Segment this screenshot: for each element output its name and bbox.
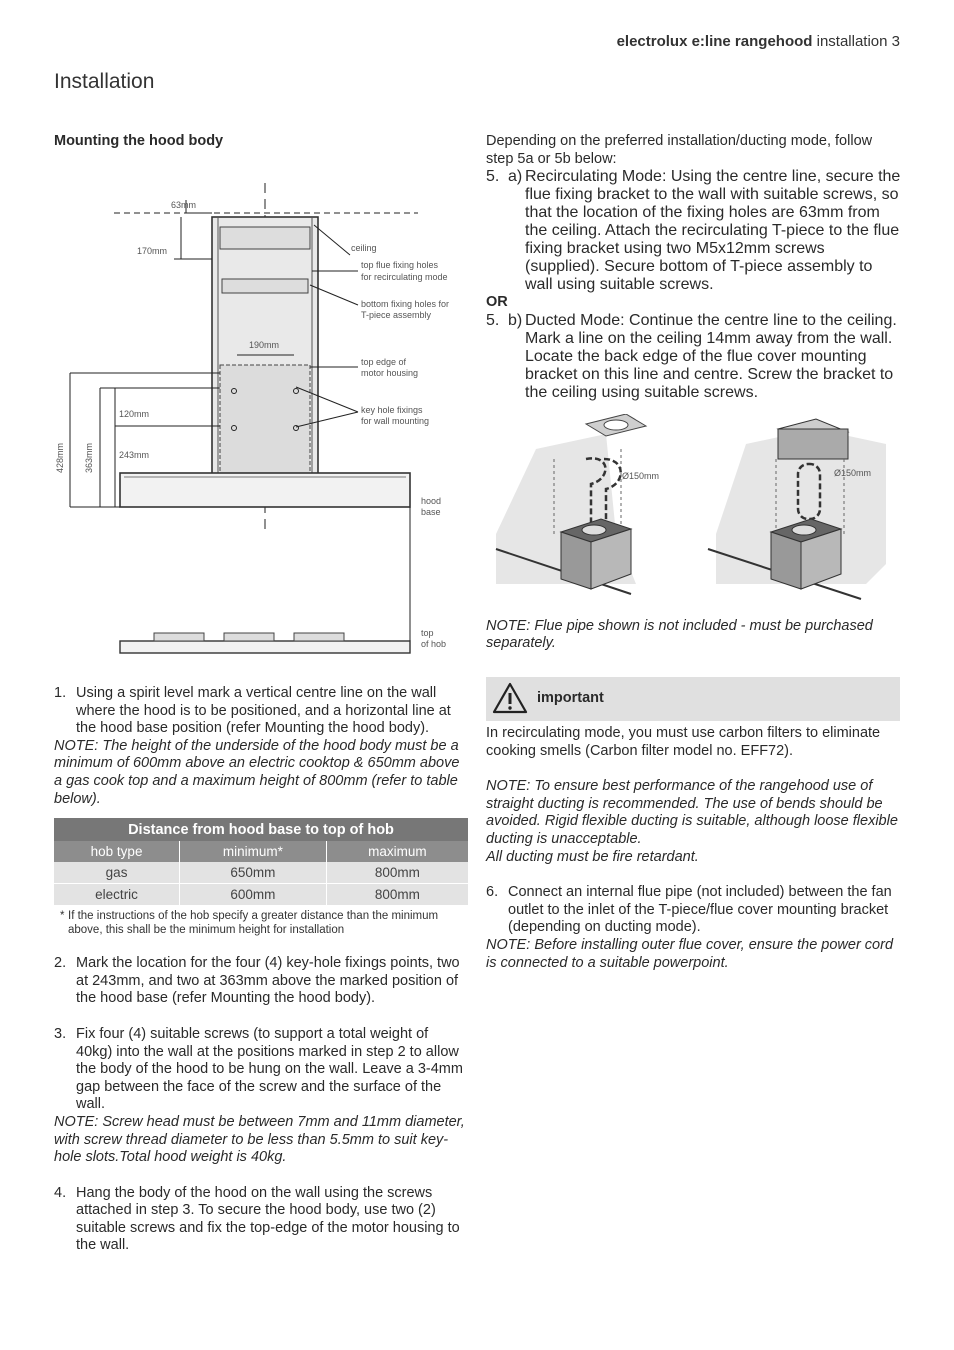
dim-170mm: 170mm (137, 246, 168, 256)
step-5a-num: 5. (486, 168, 500, 186)
step-2-num: 2. (54, 955, 67, 972)
diameter-label-2: Ø150mm (834, 467, 872, 478)
note-flue: NOTE: Flue pipe shown is not included - must be purchased separately. (486, 617, 873, 652)
dim-363mm: 363mm (84, 442, 94, 473)
label-hood-base-1: hood (421, 496, 442, 506)
table-header-minimum: minimum* (180, 841, 327, 862)
step-1-num: 1. (54, 685, 67, 701)
label-top-hob-1: top (421, 628, 434, 638)
intro-text: Depending on the preferred installation/ducting mode, follow step 5a or 5b below: (486, 133, 873, 167)
step-3-text: Fix four (4) suitable screws (to support a total weight of 40kg) into the wall at the positions marked in step 2 to allow the body of the hood to be hung on the wall. Leave a 3-4mm gap between the face of the screw and the surface of the wall. (76, 1025, 463, 1113)
right-column (486, 133, 902, 972)
step-6-text: Connect an internal flue pipe (not included) between the fan outlet to the inlet of the T-piece/flue cover mounting bracket (depending on ducting mode). (508, 884, 892, 936)
step-1-text: Using a spirit level mark a vertical centre line on the wall where the hood is to be positioned, and a horizontal line at the hood base position (refer Mounting the hood body). (76, 685, 451, 737)
dim-190mm: 190mm (249, 340, 280, 350)
step-2 (54, 955, 468, 1008)
step-4-num: 4. (54, 1184, 67, 1201)
warning-icon (492, 682, 528, 714)
table-row (54, 862, 468, 884)
table-cell: 600mm (180, 884, 327, 906)
label-top-flue-2: for recirculating mode (361, 272, 448, 282)
label-top-edge-2: motor housing (361, 368, 419, 378)
or-label: OR (486, 294, 508, 311)
footnote-star: * (60, 910, 65, 923)
table-header-hob-type: hob type (54, 841, 180, 862)
table-cell: 800mm (326, 862, 468, 884)
table-cell: 800mm (326, 884, 468, 906)
step-6-num: 6. (486, 884, 499, 901)
footnote-text: If the instructions of the hob specify a greater distance than the minimum above, this shall be the minimum height for installation (68, 910, 439, 937)
important-box (486, 677, 900, 721)
table-row (54, 884, 468, 906)
label-bottom-fix-2: T-piece assembly (361, 310, 432, 320)
label-bottom-fix-1: bottom fixing holes for (361, 299, 450, 309)
mounting-subtitle: Mounting the hood body (54, 133, 224, 149)
header-section: installation 3 (816, 33, 900, 50)
dim-120mm: 120mm (119, 409, 150, 419)
label-top-hob-2: of hob (421, 639, 447, 649)
important-label: important (537, 689, 604, 706)
table-cell: gas (54, 862, 180, 884)
dim-428mm: 428mm (55, 442, 65, 473)
page-title: Installation (54, 70, 155, 93)
note-height: NOTE: The height of the underside of the hood body must be a minimum of 600mm above an electric cooktop & 650mm above a gas cook top and a maximum height of 800mm (refer to table below). (54, 737, 460, 807)
label-top-edge-1: top edge of (361, 357, 407, 367)
note-ducting: NOTE: To ensure best performance of the rangehood use of straight ducting is recommended. The use of bends should be avoided. Rigid flexible ducting is suitable, although loose flexible ducting is unacceptable. (486, 778, 898, 847)
table-cell: 650mm (180, 862, 327, 884)
table-caption: Distance from hood base to top of hob (54, 818, 468, 841)
step-5a (486, 168, 902, 294)
step-5a-letter: a) (508, 168, 523, 186)
hood-mounting-diagram (54, 155, 468, 660)
step-5b-num: 5. (486, 311, 500, 329)
label-hood-base-2: base (421, 507, 441, 517)
table-footnote (54, 909, 468, 937)
label-key-hole-2: for wall mounting (361, 416, 430, 426)
left-column (54, 133, 468, 1255)
note-screw: NOTE: Screw head must be between 7mm and 11mm diameter, with screw thread diameter to be less than 5.5mm to suit key-hole slots.Total hood weight is 40kg. (54, 1113, 465, 1166)
ducted-illustration (708, 419, 886, 599)
label-ceiling: ceiling (351, 243, 377, 253)
note-fire-retardant: All ducting must be fire retardant. (486, 848, 699, 865)
step-4 (54, 1185, 468, 1255)
step-5b (486, 312, 902, 402)
table-cell: electric (54, 884, 180, 906)
table-header-maximum: maximum (326, 841, 468, 862)
page-header (617, 33, 900, 50)
recirculating-illustration (496, 414, 659, 594)
important-text: In recirculating mode, you must use carbon filters to eliminate cooking smells (Carbon filter model no. EFF72). (486, 724, 881, 759)
diameter-label-1: Ø150mm (622, 470, 660, 481)
step-4-text: Hang the body of the hood on the wall using the screws attached in step 3. To secure the hood body, use two (2) suitable screws and fix the top-edge of the motor housing to the wall. (76, 1184, 460, 1254)
step-5a-text: Recirculating Mode: Using the centre line, secure the flue fixing bracket to the wall with suitable screws, so that the location of the fixing holes are 63mm from the ceiling. Attach the recirculating T-piece to the flue fixing bracket using two M5x12mm screws (supplied). Secure bottom of T-piece assembly to wall using suitable screws. (525, 168, 901, 294)
label-key-hole-1: key hole fixings (361, 405, 423, 415)
step-3-num: 3. (54, 1025, 67, 1042)
note-power: NOTE: Before installing outer flue cover, ensure the power cord is connected to a suitable powerpoint. (486, 936, 894, 971)
label-top-flue-1: top flue fixing holes (361, 260, 439, 270)
step-6 (486, 884, 902, 937)
step-5b-text: Ducted Mode: Continue the centre line to the ceiling. Mark a line on the ceiling 14mm away from the wall. Locate the back edge of the flue cover mounting bracket on this line and centre. Screw the bracket to the ceiling using suitable screws. (525, 311, 897, 401)
step-5b-letter: b) (508, 311, 523, 329)
ducting-illustration (486, 414, 900, 604)
step-1 (54, 685, 468, 738)
step-2-text: Mark the location for the four (4) key-hole fixings points, two at 243mm, and two at 363mm above the marked position of the hood base (refer Mounting the hood body). (76, 955, 460, 1007)
header-brand: electrolux e:line rangehood (616, 33, 813, 50)
step-3 (54, 1026, 468, 1114)
dim-63mm: 63mm (171, 200, 197, 210)
dim-243mm: 243mm (119, 450, 150, 460)
distance-table (54, 818, 468, 905)
